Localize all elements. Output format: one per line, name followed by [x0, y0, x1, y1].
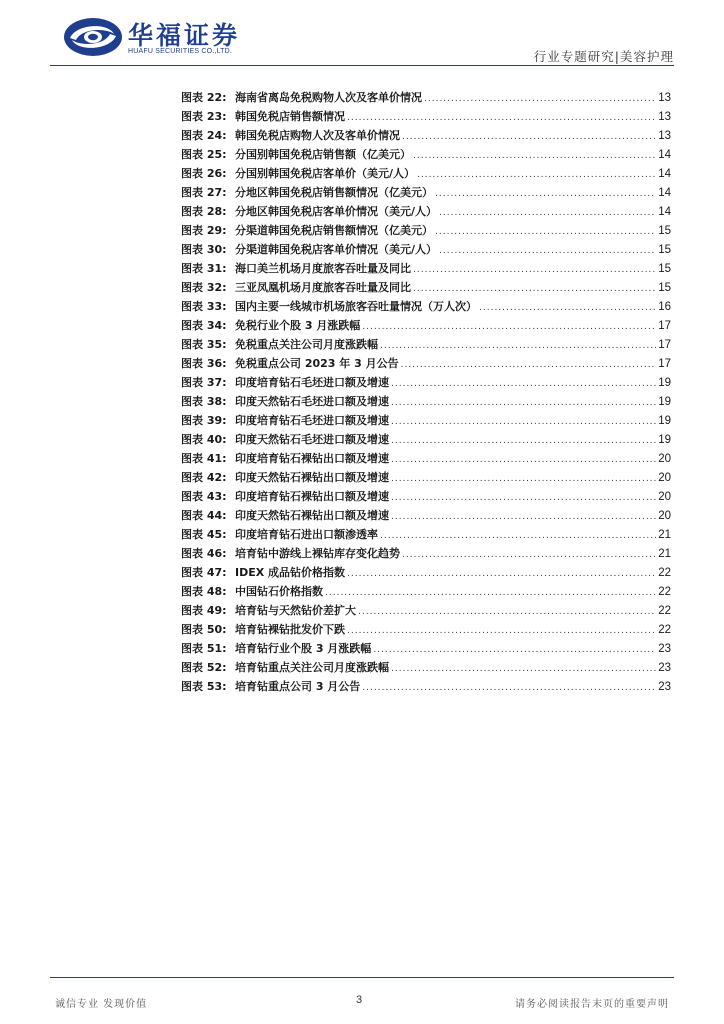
toc-entry-title: IDEX 成品钻价格指数 — [235, 566, 346, 579]
toc-dot-leader — [380, 337, 656, 356]
toc-entry-label: 图表 53: — [181, 680, 227, 693]
toc-entry[interactable] — [181, 411, 671, 430]
toc-entry[interactable] — [181, 259, 671, 278]
toc-dot-leader — [380, 527, 656, 546]
toc-entry-label: 图表 25: — [181, 148, 227, 161]
toc-entry-page: 20 — [658, 453, 671, 465]
toc-dot-leader — [362, 318, 656, 337]
toc-entry-title: 培育钻行业个股 3 月涨跌幅 — [235, 642, 372, 655]
footer-disclaimer: 请务必阅读报告末页的重要声明 — [515, 999, 669, 1010]
toc-entry[interactable] — [181, 487, 671, 506]
toc-dot-leader — [479, 299, 656, 318]
toc-entry-label: 图表 42: — [181, 471, 227, 484]
toc-entry-page: 14 — [658, 149, 671, 161]
toc-entry[interactable] — [181, 354, 671, 373]
toc-entry-page: 22 — [658, 567, 671, 579]
toc-entry[interactable] — [181, 88, 671, 107]
toc-entry-page: 20 — [658, 510, 671, 522]
toc-entry-title: 分国别韩国免税店客单价（美元/人） — [235, 167, 416, 180]
toc-entry[interactable] — [181, 544, 671, 563]
toc-entry-page: 19 — [658, 434, 671, 446]
toc-entry[interactable] — [181, 278, 671, 297]
toc-dot-leader — [439, 204, 656, 223]
toc-dot-leader — [439, 242, 656, 261]
toc-entry[interactable] — [181, 164, 671, 183]
toc-entry-label: 图表 35: — [181, 338, 227, 351]
toc-entry-label: 图表 47: — [181, 566, 227, 579]
toc-dot-leader — [391, 470, 656, 489]
toc-entry-page: 15 — [658, 282, 671, 294]
toc-entry[interactable] — [181, 202, 671, 221]
toc-entry-page: 22 — [658, 624, 671, 636]
toc-dot-leader — [417, 166, 656, 185]
report-section-label: 行业专题研究|美容护理 — [533, 49, 674, 64]
toc-dot-leader — [391, 413, 656, 432]
toc-entry-title: 培育钻重点公司 3 月公告 — [235, 680, 361, 693]
toc-dot-leader — [391, 394, 656, 413]
toc-entry-label: 图表 33: — [181, 300, 227, 313]
toc-entry-label: 图表 52: — [181, 661, 227, 674]
toc-entry[interactable] — [181, 582, 671, 601]
toc-entry[interactable] — [181, 506, 671, 525]
toc-entry-page: 23 — [658, 681, 671, 693]
footer-slogan: 诚信专业 发现价值 — [55, 999, 148, 1010]
toc-entry-page: 15 — [658, 263, 671, 275]
toc-entry-label: 图表 44: — [181, 509, 227, 522]
toc-entry-title: 印度培育钻石裸钻出口额及增速 — [235, 452, 389, 465]
toc-entry-title: 培育钻重点关注公司月度涨跌幅 — [235, 661, 389, 674]
toc-entry-label: 图表 34: — [181, 319, 227, 332]
toc-entry[interactable] — [181, 145, 671, 164]
toc-entry-title: 印度培育钻石裸钻出口额及增速 — [235, 490, 389, 503]
toc-entry-label: 图表 32: — [181, 281, 227, 294]
toc-entry-label: 图表 36: — [181, 357, 227, 370]
toc-entry[interactable] — [181, 620, 671, 639]
toc-dot-leader — [391, 432, 656, 451]
toc-entry-page: 21 — [658, 548, 671, 560]
toc-entry-label: 图表 26: — [181, 167, 227, 180]
toc-entry-label: 图表 40: — [181, 433, 227, 446]
toc-entry-page: 16 — [658, 301, 671, 313]
toc-dot-leader — [413, 261, 656, 280]
toc-entry-title: 分渠道韩国免税店客单价情况（美元/人） — [235, 243, 438, 256]
company-logo — [62, 14, 262, 60]
toc-dot-leader — [435, 185, 656, 204]
toc-entry-label: 图表 46: — [181, 547, 227, 560]
toc-entry-title: 分地区韩国免税店客单价情况（美元/人） — [235, 205, 438, 218]
toc-entry-label: 图表 31: — [181, 262, 227, 275]
toc-entry-page: 19 — [658, 377, 671, 389]
toc-dot-leader — [424, 90, 656, 109]
toc-entry-title: 印度天然钻石毛坯进口额及增速 — [235, 395, 389, 408]
toc-entry-title: 国内主要一线城市机场旅客吞吐量情况（万人次） — [235, 300, 477, 313]
toc-entry-page: 19 — [658, 415, 671, 427]
toc-entry[interactable] — [181, 316, 671, 335]
toc-entry-title: 印度天然钻石毛坯进口额及增速 — [235, 433, 389, 446]
toc-entry-label: 图表 50: — [181, 623, 227, 636]
toc-entry[interactable] — [181, 240, 671, 259]
toc-entry-page: 14 — [658, 187, 671, 199]
toc-dot-leader — [435, 223, 656, 242]
toc-entry[interactable] — [181, 468, 671, 487]
toc-entry-title: 分国别韩国免税店销售额（亿美元） — [235, 148, 411, 161]
toc-entry-label: 图表 30: — [181, 243, 227, 256]
toc-dot-leader — [362, 679, 656, 698]
toc-entry-label: 图表 38: — [181, 395, 227, 408]
toc-entry[interactable] — [181, 392, 671, 411]
toc-entry-title: 海口美兰机场月度旅客吞吐量及同比 — [235, 262, 411, 275]
toc-entry-page: 19 — [658, 396, 671, 408]
toc-entry-label: 图表 45: — [181, 528, 227, 541]
toc-dot-leader — [391, 508, 656, 527]
toc-entry-label: 图表 43: — [181, 490, 227, 503]
toc-entry-label: 图表 24: — [181, 129, 227, 142]
toc-dot-leader — [391, 489, 656, 508]
toc-dot-leader — [391, 451, 656, 470]
toc-dot-leader — [413, 147, 656, 166]
toc-entry-page: 23 — [658, 643, 671, 655]
toc-entry-page: 23 — [658, 662, 671, 674]
toc-entry[interactable] — [181, 563, 671, 582]
toc-entry-page: 15 — [658, 244, 671, 256]
toc-entry[interactable] — [181, 335, 671, 354]
toc-entry[interactable] — [181, 639, 671, 658]
toc-entry-title: 分渠道韩国免税店销售额情况（亿美元） — [235, 224, 433, 237]
toc-entry-title: 印度培育钻石毛坯进口额及增速 — [235, 414, 389, 427]
header-divider — [50, 65, 674, 66]
toc-entry-page: 22 — [658, 586, 671, 598]
toc-dot-leader — [358, 603, 656, 622]
toc-entry-label: 图表 27: — [181, 186, 227, 199]
toc-entry-page: 13 — [658, 130, 671, 142]
toc-entry-page: 21 — [658, 529, 671, 541]
toc-dot-leader — [391, 660, 656, 679]
toc-entry-page: 14 — [658, 206, 671, 218]
toc-entry-title: 印度培育钻石进出口额渗透率 — [235, 528, 378, 541]
toc-entry-page: 20 — [658, 472, 671, 484]
toc-entry-title: 免税重点关注公司月度涨跌幅 — [235, 338, 378, 351]
toc-entry-page: 17 — [658, 339, 671, 351]
toc-entry-title: 印度培育钻石毛坯进口额及增速 — [235, 376, 389, 389]
page-number: 3 — [356, 994, 363, 1006]
toc-entry[interactable] — [181, 430, 671, 449]
toc-dot-leader — [402, 546, 656, 565]
toc-entry-page: 13 — [658, 92, 671, 104]
toc-entry-label: 图表 28: — [181, 205, 227, 218]
toc-entry[interactable] — [181, 183, 671, 202]
toc-entry-title: 韩国免税店销售额情况 — [235, 110, 345, 123]
toc-entry-page: 13 — [658, 111, 671, 123]
toc-dot-leader — [325, 584, 656, 603]
huafu-swirl-logo-icon — [62, 14, 124, 60]
toc-entry-label: 图表 51: — [181, 642, 227, 655]
toc-entry[interactable] — [181, 525, 671, 544]
toc-dot-leader — [347, 622, 656, 641]
toc-entry-label: 图表 29: — [181, 224, 227, 237]
toc-entry-title: 培育钻裸钻批发价下跌 — [235, 623, 345, 636]
toc-entry-label: 图表 39: — [181, 414, 227, 427]
page-header — [0, 0, 724, 70]
toc-entry[interactable] — [181, 126, 671, 145]
toc-entry-title: 印度天然钻石裸钻出口额及增速 — [235, 509, 389, 522]
toc-entry[interactable] — [181, 373, 671, 392]
toc-entry-page: 17 — [658, 320, 671, 332]
toc-entry-title: 印度天然钻石裸钻出口额及增速 — [235, 471, 389, 484]
toc-entry-label: 图表 23: — [181, 110, 227, 123]
toc-entry[interactable] — [181, 221, 671, 240]
toc-entry[interactable] — [181, 449, 671, 468]
toc-entry-title: 培育钻与天然钻价差扩大 — [235, 604, 356, 617]
toc-entry-title: 免税行业个股 3 月涨跌幅 — [235, 319, 361, 332]
toc-entry-label: 图表 22: — [181, 91, 227, 104]
toc-entry-title: 海南省离岛免税购物人次及客单价情况 — [235, 91, 422, 104]
toc-entry-title: 分地区韩国免税店销售额情况（亿美元） — [235, 186, 433, 199]
toc-entry-label: 图表 41: — [181, 452, 227, 465]
toc-entry-title: 三亚凤凰机场月度旅客吞吐量及同比 — [235, 281, 411, 294]
toc-entry-title: 韩国免税店购物人次及客单价情况 — [235, 129, 400, 142]
footer-divider — [50, 977, 674, 978]
toc-entry-title: 免税重点公司 2023 年 3 月公告 — [235, 357, 399, 370]
toc-entry[interactable] — [181, 658, 671, 677]
toc-entry-label: 图表 37: — [181, 376, 227, 389]
figure-index-list — [181, 88, 671, 696]
toc-dot-leader — [401, 356, 657, 375]
toc-entry-page: 15 — [658, 225, 671, 237]
toc-entry-label: 图表 48: — [181, 585, 227, 598]
toc-dot-leader — [347, 565, 656, 584]
brand-name-cn: 华福证券 — [128, 21, 241, 50]
toc-entry[interactable] — [181, 297, 671, 316]
toc-dot-leader — [402, 128, 656, 147]
toc-entry-page: 17 — [658, 358, 671, 370]
toc-entry[interactable] — [181, 107, 671, 126]
toc-entry-page: 22 — [658, 605, 671, 617]
toc-entry[interactable] — [181, 677, 671, 696]
toc-entry-page: 20 — [658, 491, 671, 503]
brand-name-en: HUAFU SECURITIES CO.,LTD. — [128, 48, 233, 55]
toc-entry-page: 14 — [658, 168, 671, 180]
toc-dot-leader — [391, 375, 656, 394]
toc-dot-leader — [373, 641, 656, 660]
toc-entry[interactable] — [181, 601, 671, 620]
toc-entry-title: 培育钻中游线上裸钻库存变化趋势 — [235, 547, 400, 560]
toc-entry-label: 图表 49: — [181, 604, 227, 617]
toc-entry-title: 中国钻石价格指数 — [235, 585, 323, 598]
